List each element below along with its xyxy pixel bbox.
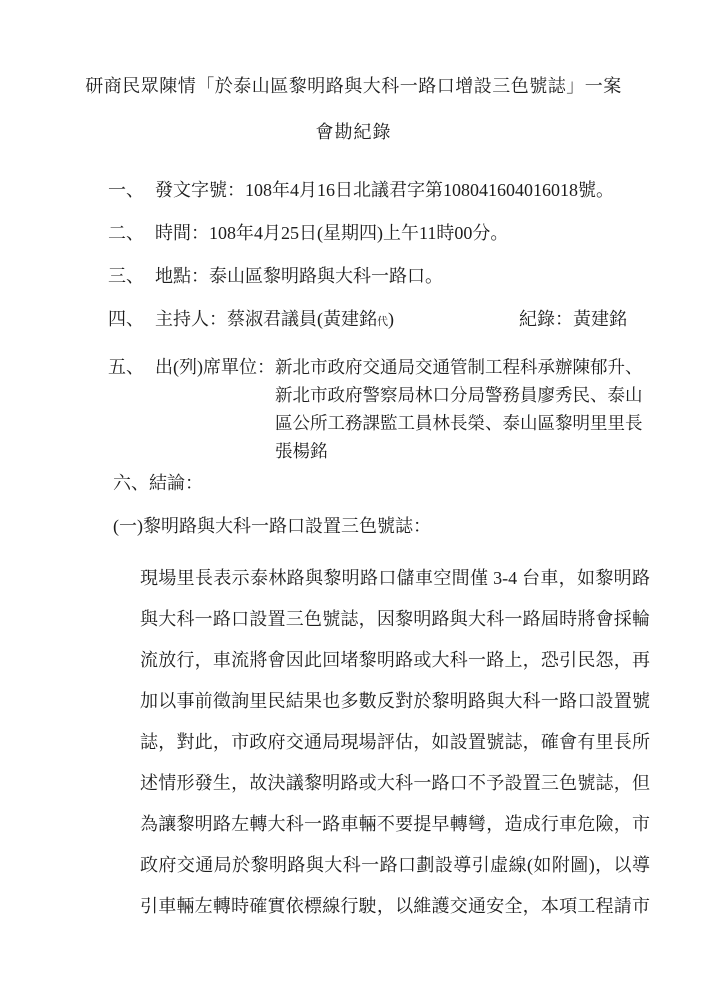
recorder-text: 紀錄：黃建銘 (519, 309, 627, 329)
paragraph-line: 為讓黎明路左轉大科一路車輛不要提早轉彎，造成行車危險，市 (140, 814, 650, 834)
document-title: 研商民眾陳情「於泰山區黎明路與大科一路口增設三色號誌」一案 (85, 76, 622, 96)
item-text: 時間：108年4月25日(星期四)上午11時00分。 (155, 223, 509, 243)
meeting-info-list (108, 178, 650, 465)
conclusion-heading: 六、結論： (113, 473, 203, 493)
meeting-info-item-host (108, 307, 650, 334)
item-text: 地點：泰山區黎明路與大科一路口。 (155, 266, 443, 286)
attendee-line: 張楊銘 (275, 441, 328, 461)
item-number: 二、 (108, 223, 144, 243)
paragraph-line: 政府交通局於黎明路與大科一路口劃設導引虛線(如附圖)，以導 (140, 855, 650, 875)
attendee-line: 新北市政府警察局林口分局警務員廖秀民、泰山 (275, 385, 643, 405)
attendees-lines (275, 353, 650, 465)
item-number: 一、 (108, 180, 144, 200)
document-subtitle: 會勘紀錄 (315, 122, 392, 142)
meeting-info-item (108, 264, 650, 288)
meeting-info-item (108, 178, 650, 202)
item-number: 四、 (108, 309, 144, 329)
attendee-line: 區公所工務課監工員林長榮、泰山區黎明里里長 (275, 413, 643, 433)
paragraph-line: 流放行，車流將會因此回堵黎明路或大科一路上，恐引民怨，再 (140, 650, 650, 670)
conclusion-paragraph (140, 558, 650, 927)
paragraph-line: 加以事前徵詢里民結果也多數反對於黎明路與大科一路口設置號 (140, 691, 650, 711)
host-row (155, 307, 650, 334)
acting-suffix: 代 (377, 316, 388, 328)
meeting-info-item (108, 221, 650, 245)
paragraph-line: 與大科一路口設置三色號誌，因黎明路與大科一路屆時將會採輪 (140, 609, 650, 629)
item-number: 三、 (108, 266, 144, 286)
item-number: 五、 (108, 357, 144, 377)
host-text: 主持人：蔡淑君議員(黃建銘代) (155, 309, 394, 329)
meeting-info-item-attendees (108, 353, 650, 465)
item-text: 發文字號：108年4月16日北議君字第108041604016018號。 (155, 180, 614, 200)
attendees-label: 出(列)席單位： (155, 357, 275, 377)
paragraph-line: 引車輛左轉時確實依標線行駛，以維護交通安全，本項工程請市 (140, 896, 650, 916)
subsection-heading: (一)黎明路與大科一路口設置三色號誌： (113, 516, 431, 536)
paragraph-line: 誌，對此，市政府交通局現場評估，如設置號誌，確會有里長所 (140, 732, 650, 752)
attendee-line: 新北市政府交通局交通管制工程科承辦陳郁升、 (275, 357, 643, 377)
paragraph-line: 現場里長表示泰林路與黎明路口儲車空間僅 3-4 台車，如黎明路 (140, 568, 650, 588)
paragraph-line: 述情形發生，故決議黎明路或大科一路口不予設置三色號誌，但 (140, 773, 650, 793)
